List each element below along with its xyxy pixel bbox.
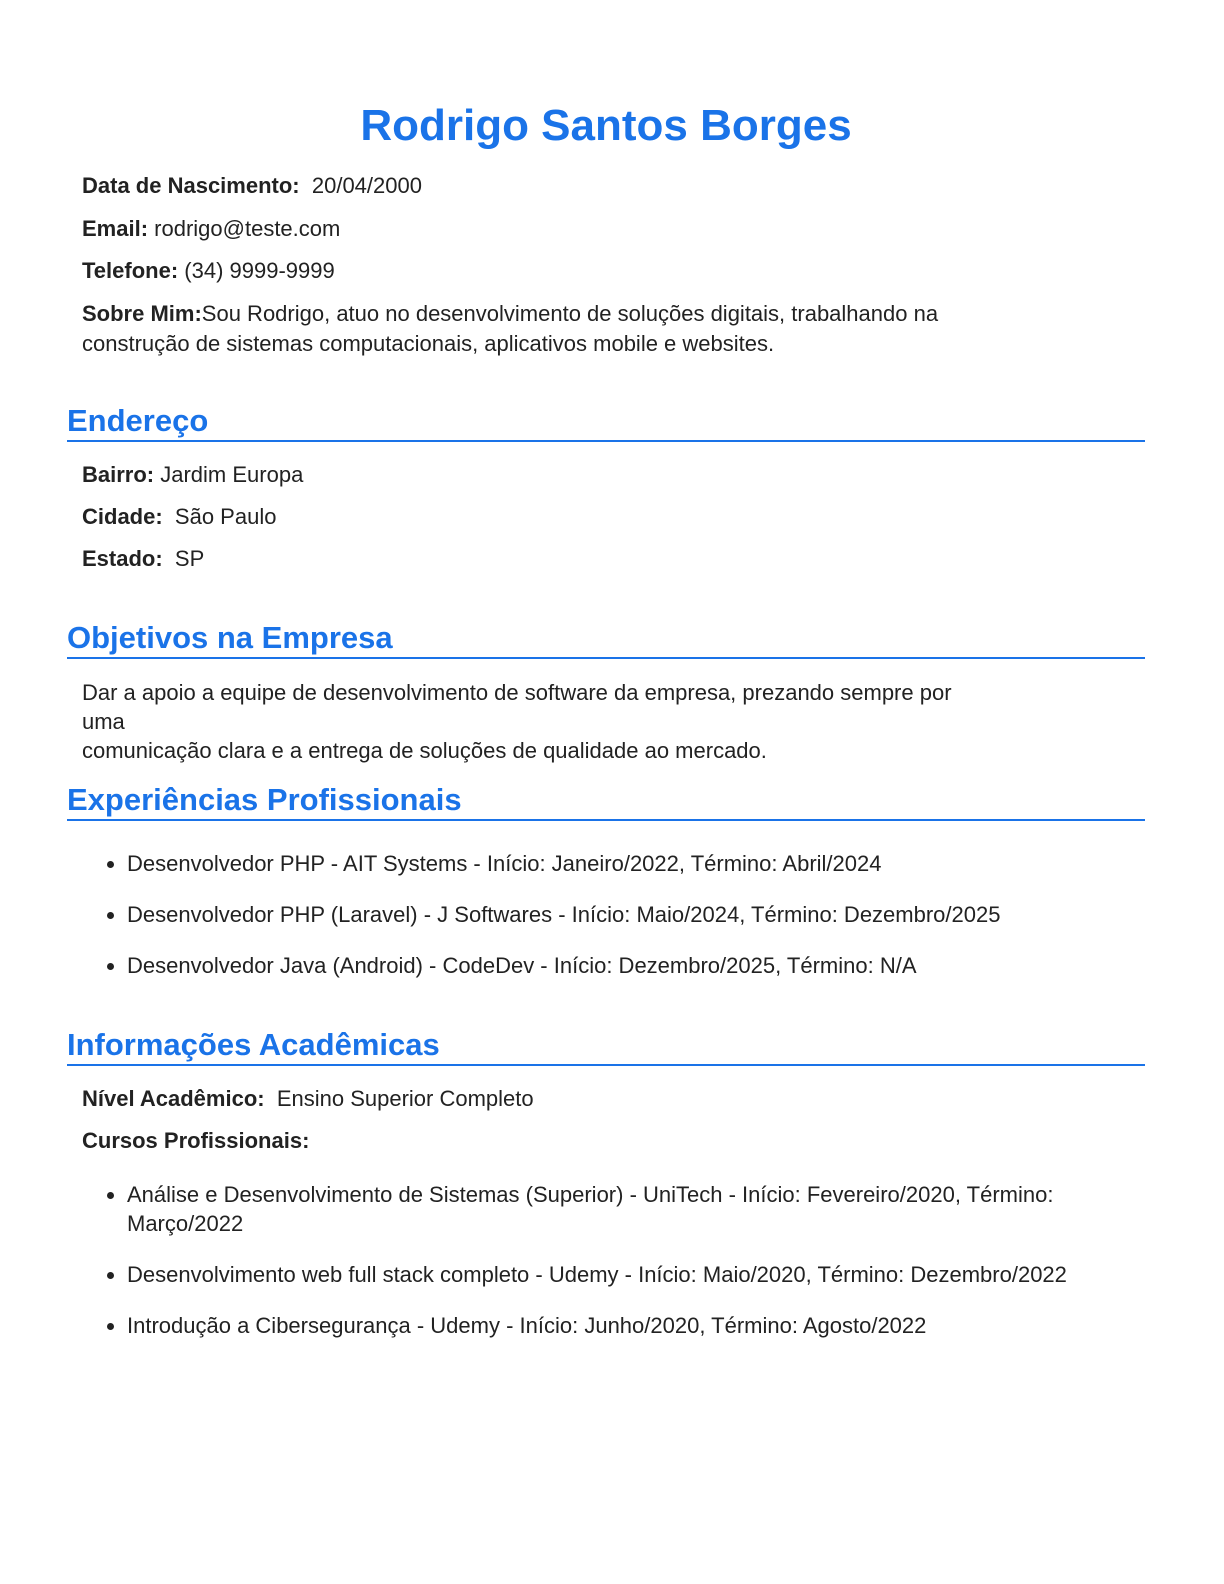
email-row: [82, 214, 340, 244]
experience-section-title: Experiências Profissionais: [67, 781, 1145, 821]
academic-level-value: Ensino Superior Completo: [276, 1086, 534, 1111]
list-item: • Introdução a Cibersegurança - Udemy - Início: Junho/2020, Término: Agosto/2022: [127, 1311, 1087, 1340]
academic-level-label: Nível Acadêmico:: [82, 1086, 265, 1111]
city-row: [82, 502, 276, 532]
academic-section-title: Informações Acadêmicas: [67, 1026, 1145, 1066]
neighborhood-label: Bairro:: [82, 462, 155, 487]
about-line-2: construção de sistemas computacionais, aplicativos mobile e websites.: [82, 331, 775, 356]
phone-row: [82, 256, 335, 286]
neighborhood-row: [82, 460, 303, 490]
courses-label: Cursos Profissionais:: [82, 1128, 310, 1153]
city-value: São Paulo: [174, 504, 277, 529]
about-line-1: Sou Rodrigo, atuo no desenvolvimento de soluções digitais, trabalhando na: [201, 301, 939, 326]
state-value: SP: [174, 546, 205, 571]
email-label: Email:: [82, 216, 149, 241]
academic-level-row: [82, 1084, 534, 1114]
list-item: • Desenvolvedor PHP (Laravel) - J Softwares - Início: Maio/2024, Término: Dezembro/2025: [127, 900, 1087, 929]
about-me: [82, 299, 1042, 359]
state-label: Estado:: [82, 546, 163, 571]
list-item: • Desenvolvedor PHP - AIT Systems - Início: Janeiro/2022, Término: Abril/2024: [127, 849, 1087, 878]
experience-list: [82, 849, 1087, 1002]
neighborhood-value: Jardim Europa: [160, 462, 304, 487]
list-item: • Análise e Desenvolvimento de Sistemas (Superior) - UniTech - Início: Fevereiro/2020, Término: Março/2022: [127, 1180, 1087, 1238]
phone-value: (34) 9999-9999: [184, 258, 335, 283]
state-row: [82, 544, 204, 574]
birth-date-label: Data de Nascimento:: [82, 173, 300, 198]
birth-date-row: [82, 171, 422, 201]
objectives-section-title: Objetivos na Empresa: [67, 619, 1145, 659]
candidate-name: Rodrigo Santos Borges: [360, 101, 852, 150]
city-label: Cidade:: [82, 504, 163, 529]
about-label: Sobre Mim:: [82, 301, 202, 326]
list-item: • Desenvolvedor Java (Android) - CodeDev - Início: Dezembro/2025, Término: N/A: [127, 951, 1087, 980]
objectives-text: [82, 678, 1042, 765]
objectives-line-3: comunicação clara e a entrega de soluções de qualidade ao mercado.: [82, 738, 767, 763]
objectives-line-1: Dar a apoio a equipe de desenvolvimento de software da empresa, prezando sempre por: [82, 680, 952, 705]
email-value: rodrigo@teste.com: [154, 216, 341, 241]
birth-date-value: 20/04/2000: [311, 173, 422, 198]
phone-label: Telefone:: [82, 258, 179, 283]
address-section-title: Endereço: [67, 402, 1145, 442]
courses-list: [82, 1180, 1087, 1362]
list-item: • Desenvolvimento web full stack completo - Udemy - Início: Maio/2020, Término: Dezembro/2022: [127, 1260, 1087, 1289]
objectives-line-2: uma: [82, 709, 125, 734]
courses-label-row: [82, 1126, 309, 1156]
